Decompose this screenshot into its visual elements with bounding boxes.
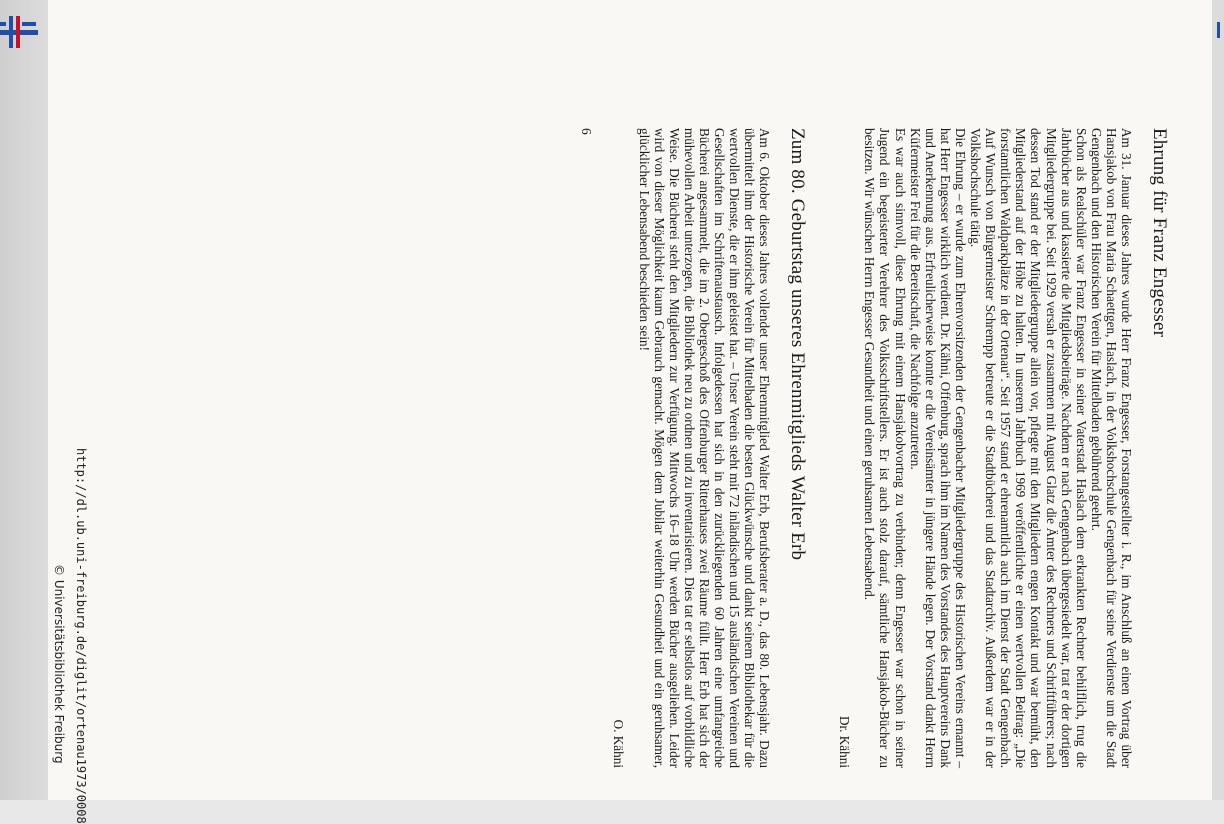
paragraph: Am 6. Oktober dieses Jahres vollendet unser Ehrenmitglied Walter Erb, Berufsberater a. D., das 80. Lebensjahr. Dazu übermittelt ihm der Historische Verein für Mittelbaden die besten Glückwünsche und dankt seinem Bibliothekar für die wertvollen Dienste, die er ihm geleistet hat. – Unser Verein steht mit 72 inländischen und 15 ausländischen Vereinen und Gesellschaften im Schriftenaustausch. Infolgedessen hat sich in den zurückliegenden 60 Jahren eine umfangreiche Bücherei angesammelt, die im 2. Obergeschoß des Offenburger Ritterhauses zwei Räume füllt. Herr Erb hat sich der mühevollen Arbeit unterzogen, die Bibliothek neu zu ordnen und zu inventarisieren. Dies tat er selbstlos auf vorbildliche Weise. Die Bücherei steht den Mitgliedern zur Verfügung. Mittwochs 16–18 Uhr werden Bücher ausgeliehen. Leider wird von dieser Möglichkeit kaum Gebrauch gemacht. Mögen dem Jubilar weiterhin Gesundheit und ein geruhsamer, glücklicher Lebensabend beschieden sein! [636,128,773,768]
scanned-page [48,0,1212,824]
paragraph: Schon als Realschüler war Franz Engesser in seiner Vaterstadt Haslach dem erkrankten Rechner behilflich, trug die Jahrbücher aus und kassierte die Mitgliedsbeiträge. Nachdem er nach Gengenbach übergesiedelt war, trat er der dortigen Mitgliedergruppe bei. Seit 1929 versah er zusammen mit August Glatz die Ämter des Rechners und Schriftführers; nach dessen Tod stand er der Mitgliedergruppe allein vor, pflegte mit den Mitgliedern engen Kontakt und war bemüht, den Mitgliederstand auf der Höhe zu halten. In unserem Jahrbuch 1969 veröffentlichte er einen wertvollen Beitrag: „Die forstamtlichen Waldparkplätze in der Ortenau“. Seit 1957 stand er ehrenamtlich auch im Dienst der Stadt Gengenbach. Auf Wunsch von Bürgermeister Schrempp betreute er die Stadtbücherei und das Stadtarchiv. Außerdem war er in der Volkshochschule tätig. [968,128,1089,768]
viewer-left-margin [0,0,48,800]
page-content [578,128,1170,768]
copyright-notice: © Universitätsbibliothek Freiburg [52,564,66,764]
source-url-link[interactable]: http://dl.ub.uni-freiburg.de/diglit/ortenau1973/0008 [74,448,88,824]
article-title-erb: Zum 80. Geburtstag unseres Ehrenmitglieds Walter Erb [787,128,809,561]
library-logo-fragment-icon [1212,18,1224,58]
paragraph: Es war auch sinnvoll, diese Ehrung mit einem Hansjakobvortrag zu verbinden; denn Engesser war schon in seiner Jugend ein begeisterter Verehrer des Volksschriftstellers. Er ist auch stolz darauf, sämtliche Hansjakob-Bücher zu besitzen. Wir wünschen Herrn Engesser Gesundheit und einen geruhsamen Lebensabend. [862,128,908,768]
library-logo-icon[interactable] [0,8,40,48]
article-title-engesser: Ehrung für Franz Engesser [1149,128,1170,338]
signature: O. Kähni [611,719,627,768]
paragraph: Die Ehrung – er wurde zum Ehrenvorsitzenden der Gengenbacher Mitgliedergruppe des Historischen Vereins ernannt – hat Herr Engesser wirklich verdient. Dr. Kähni, Offenburg, sprach ihm im Namen des Vorstandes des Hauptvereins Dank und Anerkennung aus. Erfreulicherweise konnte er die Vereinsämter in jüngere Hände legen. Der Vorstand dankt Herrn Küfermeister Frei für die Bereitschaft, die Nachfolge anzutreten. [907,128,968,768]
paragraph: Am 31. Januar dieses Jahres wurde Herr Franz Engesser, Forstangestellter i. R., im Anschluß an einen Vortrag über Hansjakob von Frau Maria Schaettgen, Haslach, in der Volkshochschule Gengenbach für seine Verdienste um die Stadt Gengenbach und den Historischen Verein für Mittelbaden gebührend geehrt. [1088,128,1134,768]
page-number: 6 [579,128,595,135]
viewer-right-margin [1212,0,1224,800]
signature: Dr. Kähni [837,715,853,768]
